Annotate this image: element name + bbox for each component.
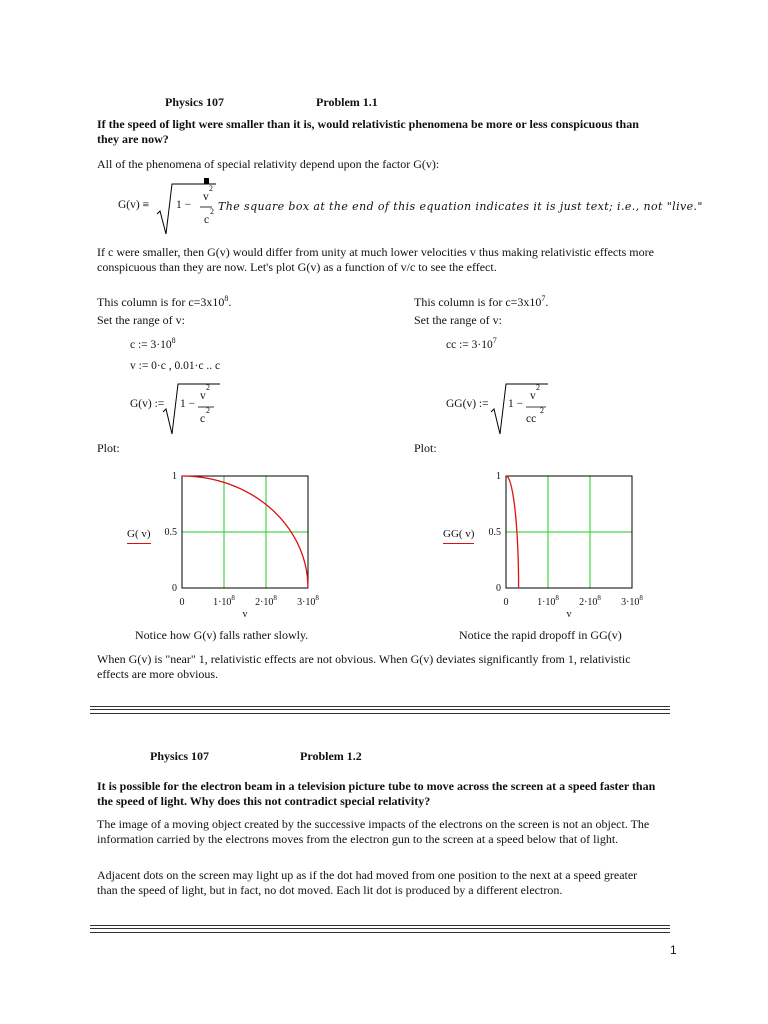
left-c-definition: c := $3\cdot 10^8$ bbox=[130, 336, 176, 351]
left-g-one-minus: 1 − bbox=[180, 398, 196, 410]
left-g-num-exp: 2 bbox=[206, 383, 210, 392]
right-g-den-exp: 2 bbox=[540, 406, 544, 415]
right-g-lhs: GG(v) := bbox=[446, 398, 489, 410]
separator-top bbox=[90, 706, 670, 714]
g-definition-formula bbox=[118, 180, 218, 236]
right-plot-ylabel: GG( v) bbox=[443, 524, 474, 544]
left-g-den-exp: 2 bbox=[206, 406, 210, 415]
left-g-lhs: G(v) := bbox=[130, 398, 165, 410]
page-number: 1 bbox=[670, 943, 677, 957]
problem1-paragraph: If c were smaller, then G(v) would differ from unity at much lower velocities v thus making relativistic effects more conspicuous than they are now. Let's plot G(v) as a function of v/c to see the effect. bbox=[97, 245, 654, 274]
left-plot-xtick-0: 0 bbox=[179, 597, 185, 608]
left-plot-xtick-1: $1\cdot 10^8$ bbox=[213, 594, 235, 608]
right-plot-xtick-1: $1\cdot 10^8$ bbox=[537, 594, 559, 608]
left-set-range: Set the range of v: bbox=[97, 313, 185, 327]
right-c-definition: cc := $3\cdot 10^7$ bbox=[446, 336, 497, 351]
g-def-den-exp: 2 bbox=[210, 207, 214, 216]
left-v-range: v := 0·c , 0.01·c .. c bbox=[130, 360, 221, 372]
left-plot-ytick-1: 0.5 bbox=[164, 527, 177, 538]
right-plot-xtick-3: $3\cdot 10^8$ bbox=[621, 594, 643, 608]
problem2-question: It is possible for the electron beam in a television picture tube to move across the screen at a speed faster than the speed of light. Why does this not contradict special relativity? bbox=[97, 779, 656, 808]
problem1-label: Problem 1.1 bbox=[316, 95, 378, 109]
right-plot-caption: Notice the rapid dropoff in GG(v) bbox=[459, 628, 622, 642]
right-g-den: cc bbox=[526, 413, 537, 425]
problem2-course: Physics 107 bbox=[150, 749, 210, 763]
problem1-intro: All of the phenomena of special relativity depend upon the factor G(v): bbox=[97, 157, 440, 171]
g-def-num: v bbox=[203, 191, 209, 203]
left-plot-caption: Notice how G(v) falls rather slowly. bbox=[135, 628, 309, 642]
problem2-para2: Adjacent dots on the screen may light up as if the dot had moved from one position to the next at a speed greater than the speed of light, but in fact, no dot moved. Each lit dot is produced by a different electron. bbox=[97, 868, 638, 897]
g-def-lhs: G(v) ≡ bbox=[118, 199, 150, 211]
left-plot-ylabel: G( v) bbox=[127, 524, 151, 544]
problem1-question: If the speed of light were smaller than it is, would relativistic phenomena be more or less conspicuous than they are now? bbox=[97, 117, 639, 146]
left-plot-ytick-2: 1 bbox=[172, 471, 177, 482]
left-plot-xtick-3: $3\cdot 10^8$ bbox=[297, 594, 319, 608]
right-set-range: Set the range of v: bbox=[414, 313, 502, 327]
right-plot-ytick-1: 0.5 bbox=[488, 527, 501, 538]
left-g-formula bbox=[130, 380, 240, 436]
right-g-formula bbox=[446, 380, 566, 436]
left-column-note: This column is for $c=3x10^8$. bbox=[97, 294, 232, 309]
g-def-num-exp: 2 bbox=[209, 184, 213, 193]
text-box-marker bbox=[204, 178, 209, 184]
right-g-num: v bbox=[530, 390, 536, 402]
left-plot-xtick-2: $2\cdot 10^8$ bbox=[255, 594, 277, 608]
separator-bottom bbox=[90, 925, 670, 933]
problem1-conclusion: When G(v) is "near" 1, relativistic effects are not obvious. When G(v) deviates significantly from 1, relativistic effects are more obvious. bbox=[97, 652, 631, 681]
right-plot bbox=[484, 468, 674, 618]
left-plot-label: Plot: bbox=[97, 441, 120, 455]
right-plot-xlabel: v bbox=[566, 609, 572, 618]
left-g-den: c bbox=[200, 413, 206, 425]
problem2-label: Problem 1.2 bbox=[300, 749, 362, 763]
problem1-course: Physics 107 bbox=[165, 95, 225, 109]
right-plot-xtick-2: $2\cdot 10^8$ bbox=[579, 594, 601, 608]
right-plot-xtick-0: 0 bbox=[503, 597, 509, 608]
left-g-num: v bbox=[200, 390, 206, 402]
right-g-one-minus: 1 − bbox=[508, 398, 524, 410]
right-g-num-exp: 2 bbox=[536, 383, 540, 392]
left-plot-xlabel: v bbox=[242, 609, 248, 618]
right-plot-ytick-2: 1 bbox=[496, 471, 501, 482]
g-def-one-minus: 1 − bbox=[176, 199, 192, 211]
problem2-para1: The image of a moving object created by the successive impacts of the electrons on the screen is not an object. The information carried by the electrons moves from the electron gun to the screen at a speed below that of light. bbox=[97, 817, 650, 846]
box-note: The square box at the end of this equation indicates it is just text; i.e., not "live." bbox=[218, 200, 703, 213]
left-plot bbox=[160, 468, 350, 618]
right-plot-ytick-0: 0 bbox=[496, 583, 501, 594]
g-def-den: c bbox=[204, 214, 210, 226]
right-plot-label: Plot: bbox=[414, 441, 437, 455]
left-plot-ytick-0: 0 bbox=[172, 583, 177, 594]
right-column-note: This column is for $c=3x10^7$. bbox=[414, 294, 549, 309]
